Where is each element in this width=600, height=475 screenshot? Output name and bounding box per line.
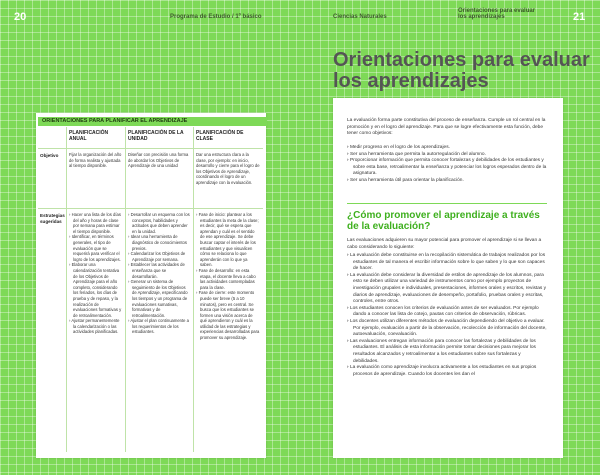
column-divider — [193, 127, 194, 452]
section-divider — [347, 203, 547, 204]
list-item: › Ser una herramienta que permita la autorregulación del alumno. — [347, 152, 547, 159]
column-header-annual: PLANIFICACIÓN ANUAL — [69, 130, 109, 142]
objetivo-annual — [69, 152, 123, 169]
list-item: › Los docentes utilizan diferentes métodos de evaluación dependiendo del objetivo a evaluar. Por ejemplo, evaluación a partir de la observación, recolección de información del docente, autoevaluación, coevaluación. — [347, 319, 547, 339]
list-item: › Establecer las actividades de enseñanza que se desarrollarán. — [132, 262, 191, 279]
center-running-title: Ciencias Naturales — [333, 14, 387, 20]
list-item: › Elaborar una calendarización tentativa de los Objetivos de Aprendizaje para el año completo, considerando los feriados, los días de prueba y de repaso, y la realización de evaluaciones formativas y de retroalimentación. — [73, 262, 123, 318]
objectives-list — [347, 145, 547, 185]
list-item: › La evaluación como aprendizaje involucra activamente a los estudiantes en sus propios procesos de aprendizaje. Cuando los docentes les dan el — [347, 365, 547, 378]
cell-text: Diseñar con precisión una forma de abordar los Objetivos de Aprendizaje de una unidad — [128, 152, 189, 169]
promote-list — [347, 253, 547, 378]
objetivo-unit — [128, 152, 191, 169]
estrategias-class — [196, 212, 260, 341]
section-subtitle: ¿Cómo promover el aprendizaje a través de la evaluación? — [347, 210, 540, 232]
estrategias-annual — [69, 212, 123, 335]
cell-text: Fijar la organización del año de forma realista y ajustada al tiempo disponible. — [69, 152, 122, 169]
estrategias-unit — [128, 212, 191, 335]
cell-text: Dar una estructura clara a la clase, por ejemplo: en inicio, desarrollo y cierre para el logro de los Objetivos de Aprendizaje, coordinando el logro de un aprendizaje con la evaluación. — [196, 152, 260, 185]
list-item: › Idear una herramienta de diagnóstico de conocimientos previos. — [132, 234, 191, 251]
list-item: › Fase de desarrollo: en esta etapa, el docente lleva a cabo las actividades contempladas para la clase. — [200, 268, 260, 290]
list-item: › La evaluación debe constituirse en la recopilación sistemática de trabajos realizados por los estudiantes de tal manera el escribir información sobre lo que saben y lo que son capaces de hacer. — [347, 253, 547, 273]
list-item: › Fase de inicio: plantear a los estudiantes la meta de la clase; es decir, qué se espera que aprendan y cuál es el sentido de ese aprendizaje. Se debe buscar captar el interés de los estudiantes y que visualicen cómo se relaciona lo que aprenderán con lo que ya saben. — [200, 212, 260, 268]
column-header-unit: PLANIFICACIÓN DE LA UNIDAD — [128, 130, 184, 142]
row-divider — [38, 148, 263, 149]
list-item: › Hacer una lista de los días del año y horas de clase por semana para estimar el tiempo disponible. — [73, 212, 123, 234]
planning-table-card — [36, 113, 266, 458]
list-item: › La evaluación debe considerar la diversidad de estilos de aprendizaje de los alumnos, para esto se deben utilizar una variedad de instrumentos como por ejemplo proyectos de investigación grupales e individuales, presentaciones, informes orales y escritos, revistas y diarios de aprendizaje, evaluaciones de desempeño, portafolio, pruebas orales y escritas, controles, entre otros. — [347, 273, 547, 306]
list-item: › Generar un sistema de seguimiento de los Objetivos de Aprendizaje, especificando los tiempos y un programa de evaluaciones sumativas, formativas y de retroalimentación. — [132, 279, 191, 318]
list-item: › Proporcionar información que permita conocer fortalezas y debilidades de los estudiantes y sobre esta base, retroalimentar la enseñanza y potenciar los logros esperados dentro de la asignatura. — [347, 158, 547, 178]
intro-paragraph: La evaluación forma parte constitutiva del proceso de enseñanza. Cumple un rol central en la promoción y en el logro del aprendizaje. Para que se logre efectivamente esta función, debe tener como objetivos: — [347, 118, 546, 137]
page-title: Orientaciones para evaluar los aprendizajes — [333, 49, 590, 92]
list-item: › Desarrollar un esquema con los conceptos, habilidades y actitudes que deben aprender en la unidad. — [132, 212, 191, 234]
column-divider — [66, 127, 67, 452]
list-item: › Las evaluaciones entregan información para conocer las fortalezas y debilidades de los estudiantes. El análisis de esta información permite tomar decisiones para mejorar los resultados alcanzados y retroalimentar a los estudiantes sobre sus fortalezas y debilidades. — [347, 339, 547, 365]
list-item: › Ajustar el plan continuamente a los requerimientos de los estudiantes. — [132, 318, 191, 335]
list-item: › Identificar, en términos generales, el tipo de evaluación que se requerirá para verificar el logro de los aprendizajes. — [73, 234, 123, 262]
left-page-number: 20 — [14, 11, 27, 23]
column-divider — [125, 127, 126, 452]
right-running-title: Orientaciones para evaluar los aprendizajes — [458, 8, 536, 20]
list-item: › Medir progreso en el logro de los aprendizajes. — [347, 145, 547, 152]
list-item: › Ajustar permanentemente la calendarización o las actividades planificadas. — [73, 318, 123, 335]
objetivo-class — [196, 152, 260, 186]
left-running-title: Programa de Estudio / 1º básico — [170, 14, 262, 20]
right-page-number: 21 — [573, 11, 586, 23]
list-item: › Los estudiantes conocen los criterios de evaluación antes de ser evaluados. Por ejemplo dando a conocer las lista de cotejo, pautas con criterios de observación, rúbricas. — [347, 306, 547, 319]
promote-intro: Las evaluaciones adquieren su mayor potencial para promover el aprendizaje si se llevan a cabo considerando lo siguiente: — [347, 238, 542, 250]
row-label-objetivo: Objetivo — [40, 153, 59, 158]
list-item: › Fase de cierre: este momento puede ser breve (5 a 10 minutos), pero es central. Se busca que los estudiantes se formen una visión acerca de qué aprendieron y cuál es la utilidad de las estrategias y experiencias desarrolladas para promover su aprendizaje. — [200, 290, 260, 340]
list-item: › Calendarizar los Objetivos de Aprendizaje por semana. — [132, 251, 191, 262]
column-header-class: PLANIFICACIÓN DE CLASE — [196, 130, 244, 142]
row-divider — [38, 208, 263, 209]
list-item: › Ser una herramienta útil para orientar la planificación. — [347, 178, 547, 185]
row-label-estrategias: Estrategias sugeridas — [40, 213, 65, 224]
table-title: ORIENTACIONES PARA PLANIFICAR EL APRENDIZAJE — [38, 117, 267, 126]
